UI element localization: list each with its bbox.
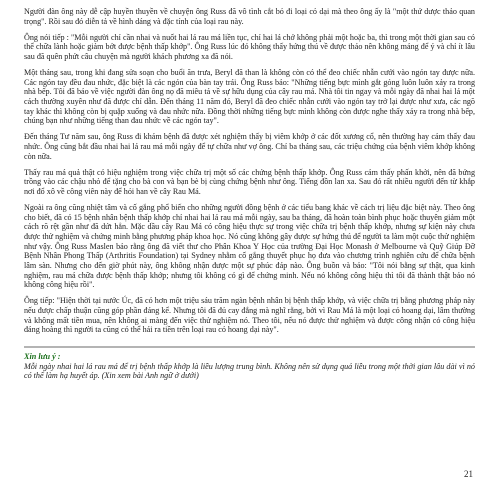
paragraph-3: Một tháng sau, trong khi đang sửa soạn cho buổi ăn trưa, Beryl đã than là không còn có thể đeo chiếc nhẫn cưới vào ngón tay được nữa. Các ngón tay đều đau nhức, đặc biệt là các ngón của bàn tay trái. Ông Russ bảo: "Những tiếng bực mình gắt gỏng luôn luôn xảy ra trong nhà bếp. Tôi đã bảo về việc người đàn ông nọ đã miêu tả về sự hữu dụng của cây rau má. Nhà tôi tin ngay và mỗi ngày đã nhai hai lá một cách thường xuyên như đã được chỉ dẫn. Đến tháng 11 năm đó, Beryl đã đeo chiếc nhẫn cưới vào ngón tay trở lại được như xưa, các ngõ tay khác thì không còn bị quặp xuống và đau nhức nữa. Đồng thời những tiếng bực mình không còn được nghe thấy xảy ra trong nhà bếp, chúng bạn như những tiếng than đau nhức về các ngón tay". (24, 68, 475, 126)
note-title: Xin lưu ý : (24, 351, 61, 361)
paragraph-4: Đến tháng Tư năm sau, ông Russ đi khám bệnh đã được xét nghiệm thấy bị viêm khớp ở các đốt xương cổ, nên thường hay cảm thấy đau nhức. Ông cũng bắt đầu nhai hai lá rau má mỗi ngày để tự chữa như vợ ông. Chỉ ba tháng sau, các triệu chứng của bệnh viêm khớp không còn nữa. (24, 132, 475, 161)
note-box (24, 346, 475, 381)
paragraph-7: Ông tiếp: "Hiện thời tại nước Úc, đã có hơn một triệu sáu trăm ngàn bệnh nhân bị bệnh thấp khớp, và việc chữa trị bằng phương pháp này nếu được chấp thuận cũng góp phần đáng kể. Nhưng tôi đã đủ cay đắng mà nghĩ rằng, bởi vì Rau Má là một loại cỏ hoang dại, lâm thường và không mất tiền mua, nên không ai màng đến việc thử nghiệm nó. Theo tôi, nếu nó được thử nghiệm và được công nhận có công hiệu đáng hoàng thì người ta cũng có thể hái ra tiền trên loại rau cỏ hoang dại này". (24, 296, 475, 335)
paragraph-2: Ông nói tiếp : "Mỗi người chỉ cần nhai và nuốt hai lá rau má liền tục, chỉ hai lá chớ không phải một hoặc ba, thì trong một thời gian sau có thể chữa lành hoặc giảm bớt được bệnh thấp khớp". Ông Russ lúc đó không thấy hứng thú về được thảo nên không mảng để ý và chỉ ít lâu sau đã quên phứt câu chuyện mà người khách phương xa đã nói. (24, 32, 475, 61)
note-text: Mỗi ngày nhai hai lá rau má để trị bệnh thấp khớp là liều lượng trung bình. Không nên sử dụng quá liều trong một thời gian lâu dài vì nó có thể làm hạ huyết áp. (Xin xem bài Anh ngữ ở dưới) (24, 361, 475, 381)
page-number: 21 (464, 469, 473, 479)
paragraph-1: Người đàn ông này dễ cập huyền thuyền về chuyện ông Russ đã vô tình cắt bỏ đi loại cỏ dại mà theo ông ấy là "một thứ dược thảo quan trọng". Rồi sau đó diễn tả về hình dáng và đặc tính của loại rau này. (24, 7, 475, 26)
paragraph-6: Ngoài ra ông cũng nhiệt tâm và cố gắng phổ biến cho những người đồng bệnh ở các tiểu bang khác về cách trị liệu đặc biệt này. Theo ông cho biết, đã có 15 bệnh nhân bệnh thấp khớp chỉ nhai hai lá rau má mỗi ngày, sau ba tháng, đã hoàn toàn bình phục hoặc thuyên giảm một cách rõ rệt gần như đã dứt hẳn. Mặc dầu cây Rau Má có công hiệu thực sự trong việc chữa trị bệnh thấp khớp, nhưng sự kiện này chưa được thử nghiệm và chứng minh bằng phương pháp khoa học. Nó cũng không gây được sự hứng thú để người ta làm một cuộc thử nghiệm như vậy. Ông Russ Maslen bảo rằng ông đã viết thư cho Phân Khoa Y Học của trường Đại Học Monash ở Melbourne và Quỹ Giúp Đỡ Bệnh Nhân Phong Thấp (Arthritis Foundation) tại Sydney nhằm cố gắng thuyết phục họ đưa vào chương trình nghiên cứu để chữa bệnh lâm sàn. Nhưng cho đến giờ phút này, ông không nhận được một sự phúc đáp nào. Ông buồn và bảo: "Tôi nói bằng sự thật, qua kinh nghiệm, rau má chữa được bệnh thấp khớp; nhưng tôi không có gì để chứng minh. Nếu nó không công hiệu thì tôi đã thành thật bảo nó không công hiệu rồi". (24, 203, 475, 290)
paragraph-5: Thấy rau má quả thật có hiệu nghiệm trong việc chữa trị một số các chứng bệnh thấp khớp. Ông Russ cảm thấy phấn khởi, nên đã bứng trồng vào các chậu nhỏ để tặng cho bà con và bạn bè bị cùng chứng bệnh như ông. Tiếng đồn lan xa. Sau đó rất nhiều người đến từ khắp nơi đổ xô về công viên này để hỏi han về cây Rau Má. (24, 167, 475, 196)
